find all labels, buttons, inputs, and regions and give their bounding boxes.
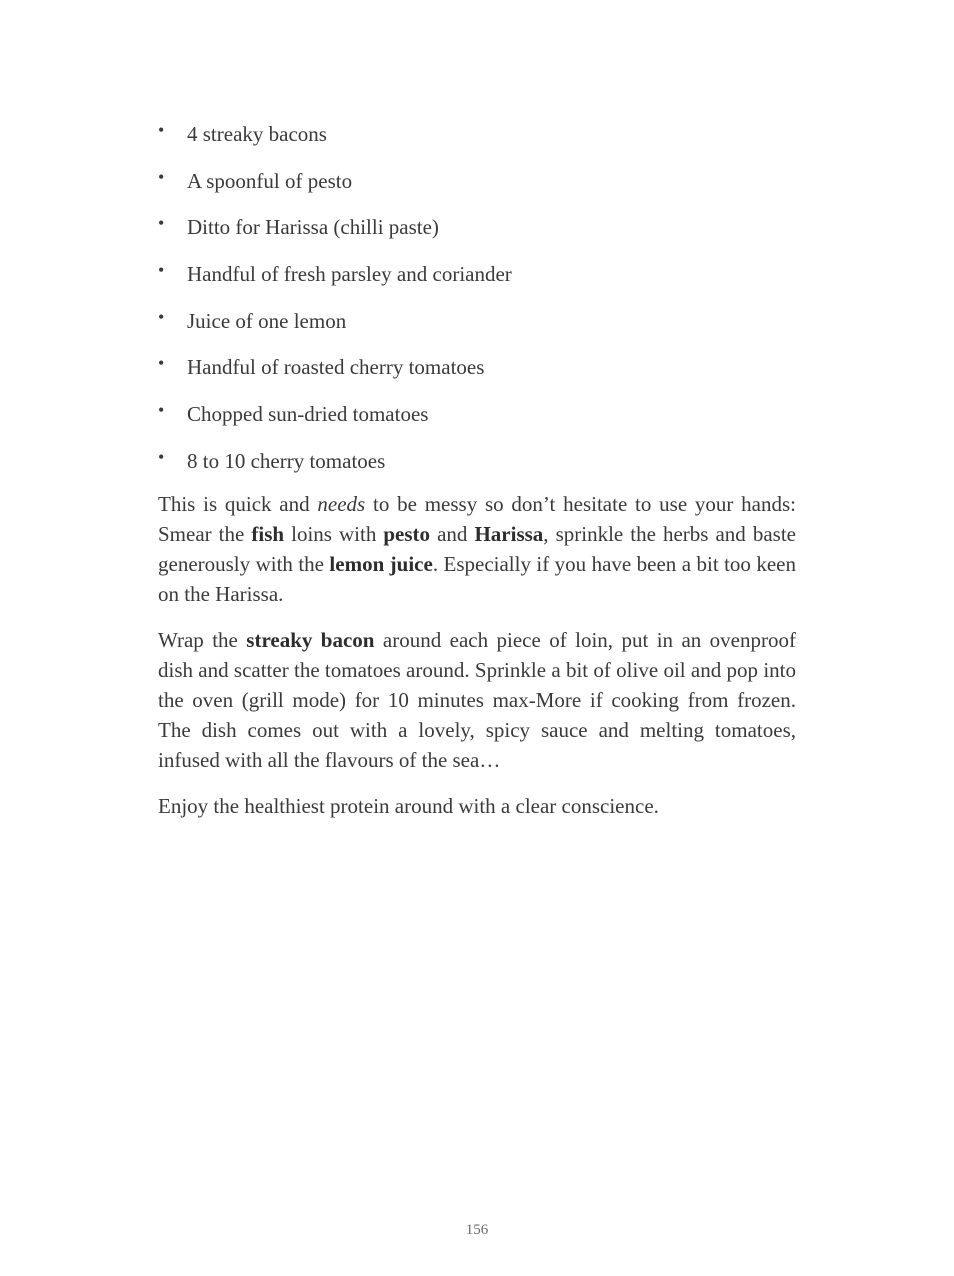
bold-lemon-juice: lemon juice: [329, 551, 433, 576]
ingredient-text: Chopped sun-dried tomatoes: [187, 402, 429, 427]
bold-pesto: pesto: [383, 521, 431, 546]
closing-paragraph: Enjoy the healthiest protein around with a clear conscience.: [158, 793, 659, 818]
list-item: [158, 211, 796, 243]
bullet-icon: •: [158, 213, 165, 234]
list-item: [158, 258, 796, 290]
ingredient-text: Handful of roasted cherry tomatoes: [187, 355, 485, 380]
list-item: [158, 305, 796, 337]
bullet-icon: •: [158, 166, 165, 187]
bold-fish: fish: [251, 521, 285, 546]
method-paragraph-2: Wrap the streaky bacon around each piece of loin, put in an ovenproof dish and scatter the tomatoes around. Sprinkle a bit of olive oil and pop into the oven (grill mode) for 10 minutes max-More if cooking from frozen. The dish comes out with a lovely, spicy sauce and melting tomatoes, infused with all the flavours of the sea…: [158, 627, 796, 772]
bullet-icon: •: [158, 353, 165, 374]
bullet-icon: •: [158, 306, 165, 327]
bullet-icon: •: [158, 120, 165, 140]
list-item: [158, 398, 796, 430]
bold-harissa: Harissa: [474, 521, 544, 546]
bold-streaky-bacon: streaky bacon: [246, 627, 375, 652]
bullet-icon: •: [158, 400, 165, 421]
emphasis-needs: needs: [317, 491, 366, 516]
list-item: [158, 445, 796, 477]
ingredient-text: A spoonful of pesto: [187, 168, 353, 193]
ingredient-text: 8 to 10 cherry tomatoes: [187, 448, 386, 473]
ingredient-text: Ditto for Harissa (chilli paste): [187, 215, 439, 240]
page-number: 156: [465, 1222, 489, 1238]
ingredient-text: Juice of one lemon: [187, 308, 347, 333]
list-item: [158, 351, 796, 383]
ingredient-text: 4 streaky bacons: [187, 122, 327, 146]
page-content: [158, 118, 796, 837]
list-item: [158, 165, 796, 197]
ingredient-text: Handful of fresh parsley and coriander: [187, 262, 512, 287]
ingredient-list: [158, 118, 796, 477]
list-item: [158, 118, 796, 150]
bullet-icon: •: [158, 446, 165, 467]
bullet-icon: •: [158, 260, 165, 281]
method-paragraph-1: This is quick and needs to be messy so don’t hesitate to use your hands: Smear the fish loins with pesto and Harissa, sprinkle the herbs and baste generously with the lemon juice. Especially if you have been a bit too keen on the Harissa.: [158, 491, 796, 606]
